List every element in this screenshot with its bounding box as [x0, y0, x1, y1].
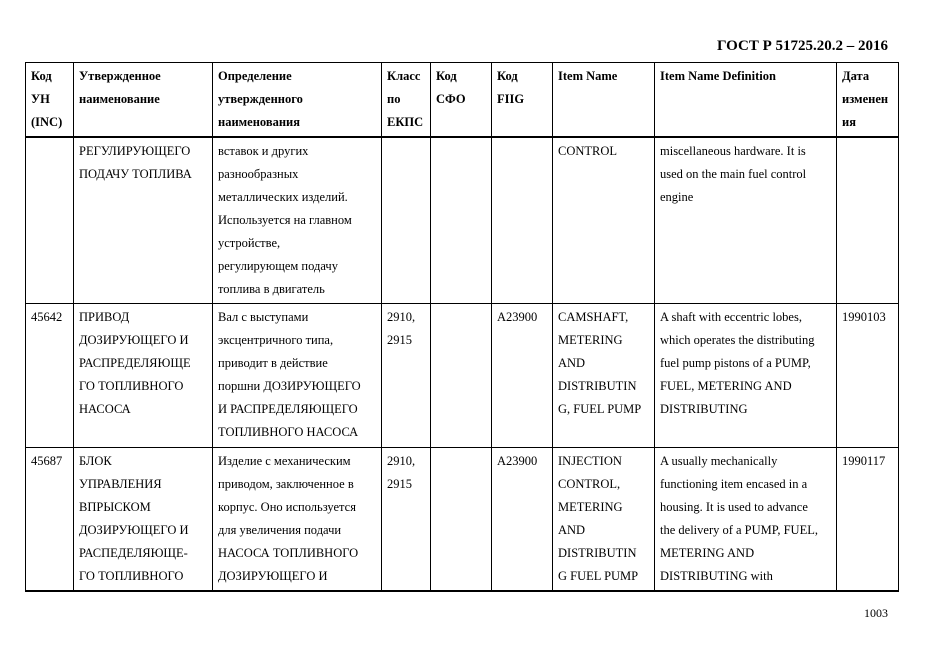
cell-name: РЕГУЛИРУЮЩЕГО ПОДАЧУ ТОПЛИВА — [74, 137, 213, 304]
table-row — [26, 304, 899, 448]
cell-fiig: A23900 — [492, 304, 553, 448]
cell-item-definition: miscellaneous hardware. It is used on the main fuel control engine — [655, 137, 837, 304]
cell-date — [837, 137, 899, 304]
column-header-item-definition: Item Name Definition — [655, 63, 837, 138]
cell-date: 1990117 — [837, 448, 899, 592]
cell-inc: 45687 — [26, 448, 74, 592]
cell-class: 2910, 2915 — [382, 304, 431, 448]
cell-item-name: INJECTION CONTROL, METERING AND DISTRIBUTIN G FUEL PUMP — [553, 448, 655, 592]
cell-fiig — [492, 137, 553, 304]
cell-inc — [26, 137, 74, 304]
column-header-item-name: Item Name — [553, 63, 655, 138]
column-header-definition: Определение утвержденного наименования — [213, 63, 382, 138]
cell-class — [382, 137, 431, 304]
table-header-row — [26, 63, 899, 138]
column-header-date: Дата изменен ия — [837, 63, 899, 138]
cell-sfo — [431, 137, 492, 304]
cell-sfo — [431, 304, 492, 448]
column-header-sfo: Код СФО — [431, 63, 492, 138]
cell-class: 2910, 2915 — [382, 448, 431, 592]
cell-item-name: CONTROL — [553, 137, 655, 304]
table-row — [26, 137, 899, 304]
cell-item-name: CAMSHAFT, METERING AND DISTRIBUTIN G, FUEL PUMP — [553, 304, 655, 448]
table-row — [26, 448, 899, 592]
document-standard-header: ГОСТ Р 51725.20.2 – 2016 — [716, 38, 888, 54]
cell-item-definition: A usually mechanically functioning item encased in a housing. It is used to advance the delivery of a PUMP, FUEL, METERING AND DISTRIBUTING with — [655, 448, 837, 592]
cell-definition: Вал с выступами эксцентричного типа, приводит в действие поршни ДОЗИРУЮЩЕГО И РАСПРЕДЕЛЯЮЩЕГО ТОПЛИВНОГО НАСОСА — [213, 304, 382, 448]
page-number: 1003 — [864, 606, 888, 620]
cell-name: БЛОК УПРАВЛЕНИЯ ВПРЫСКОМ ДОЗИРУЮЩЕГО И РАСПЕДЕЛЯЮЩЕ- ГО ТОПЛИВНОГО — [74, 448, 213, 592]
cell-sfo — [431, 448, 492, 592]
cell-item-definition: A shaft with eccentric lobes, which operates the distributing fuel pump pistons of a PUMP, FUEL, METERING AND DISTRIBUTING — [655, 304, 837, 448]
cell-inc: 45642 — [26, 304, 74, 448]
data-table — [25, 62, 899, 592]
cell-name: ПРИВОД ДОЗИРУЮЩЕГО И РАСПРЕДЕЛЯЮЩЕ ГО ТОПЛИВНОГО НАСОСА — [74, 304, 213, 448]
cell-definition: Изделие с механическим приводом, заключенное в корпус. Оно используется для увеличения подачи НАСОСА ТОПЛИВНОГО ДОЗИРУЮЩЕГО И — [213, 448, 382, 592]
column-header-inc: Код УН (INC) — [26, 63, 74, 138]
column-header-class: Класс по ЕКПС — [382, 63, 431, 138]
column-header-fiig: Код FIIG — [492, 63, 553, 138]
column-header-approved-name: Утвержденное наименование — [74, 63, 213, 138]
cell-fiig: A23900 — [492, 448, 553, 592]
cell-date: 1990103 — [837, 304, 899, 448]
cell-definition: вставок и других разнообразных металлических изделий. Используется на главном устройстве, регулирующем подачу топлива в двигатель — [213, 137, 382, 304]
